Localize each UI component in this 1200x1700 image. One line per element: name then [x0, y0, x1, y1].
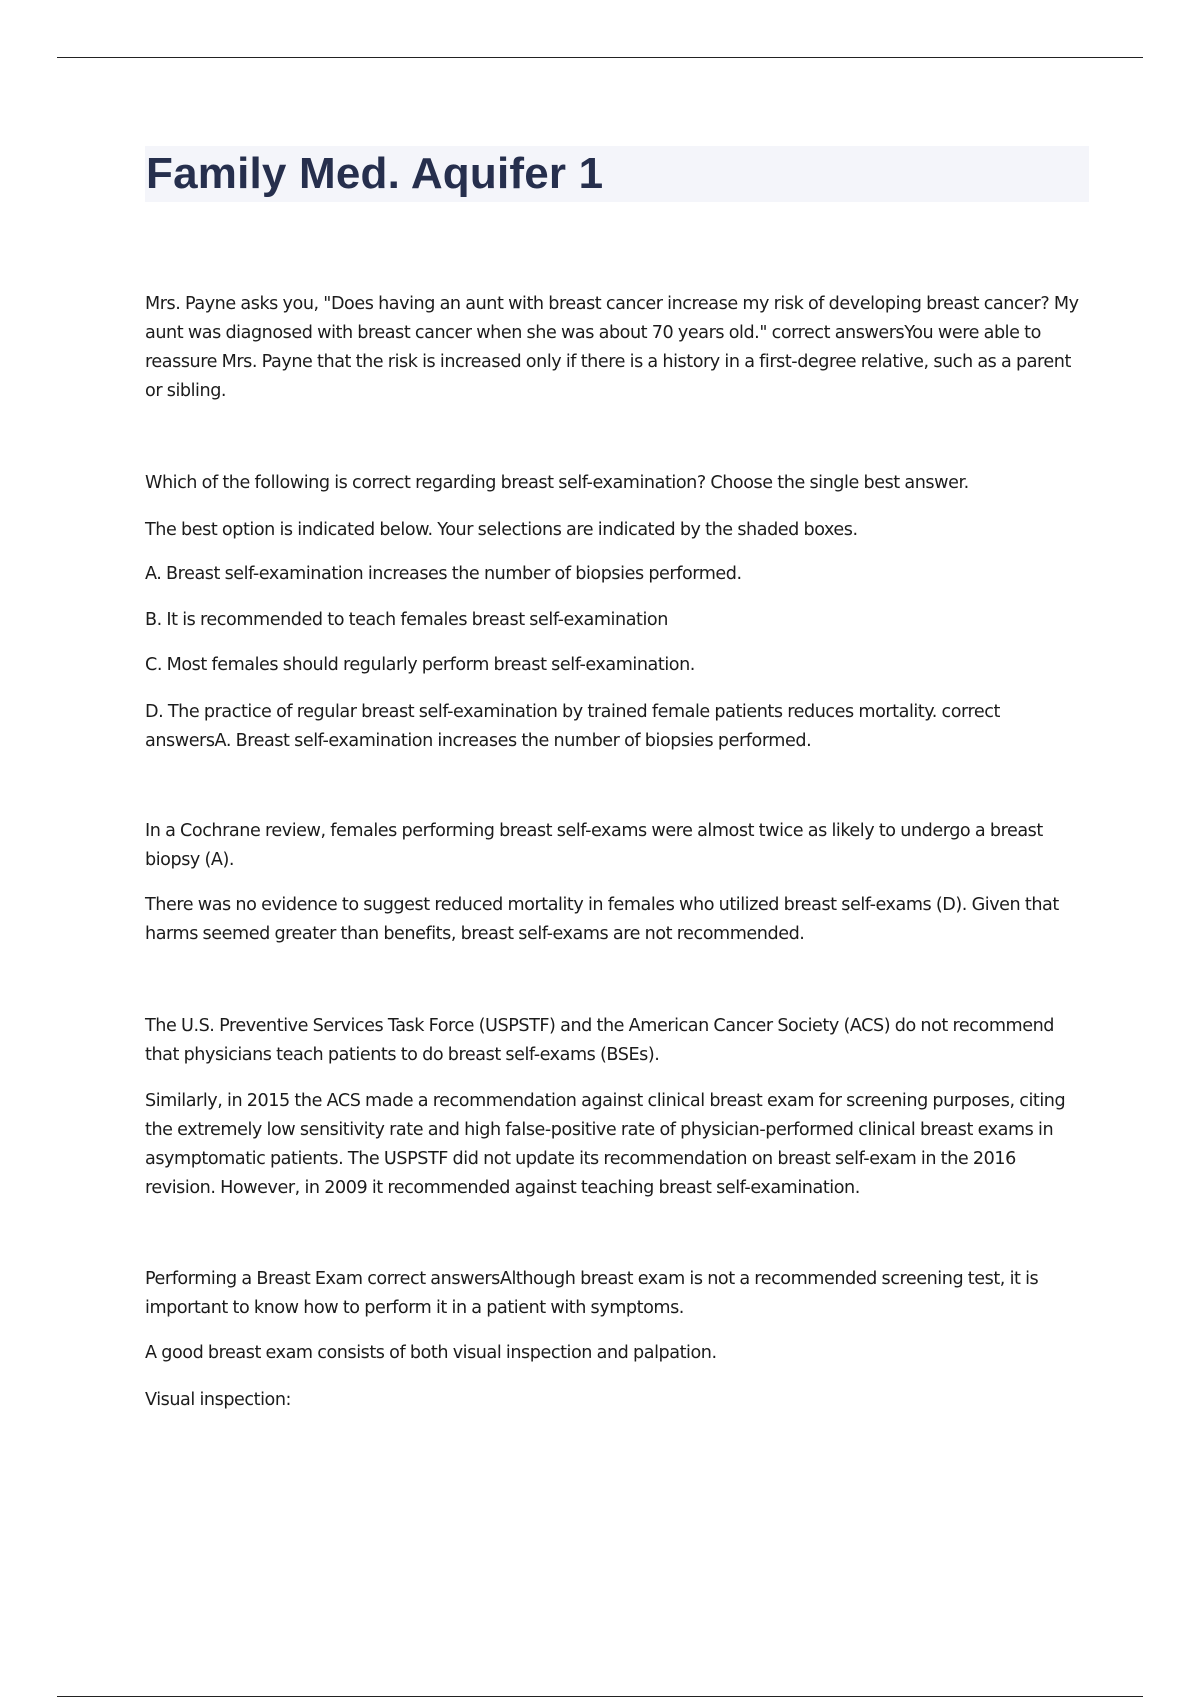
paragraph-good-exam: A good breast exam consists of both visual inspection and palpation. [145, 1343, 717, 1363]
paragraph-performing-exam: Performing a Breast Exam correct answersAlthough breast exam is not a recommended screening test, it is important to know how to perform it in a patient with symptoms. [145, 1269, 1039, 1318]
paragraph-visual-inspection: Visual inspection: [145, 1390, 292, 1410]
option-a: A. Breast self-examination increases the number of biopsies performed. [145, 564, 742, 584]
option-c: C. Most females should regularly perform breast self-examination. [145, 655, 695, 675]
paragraph-uspstf: The U.S. Preventive Services Task Force (USPSTF) and the American Cancer Society (ACS) do not recommend that physicians teach patients to do breast self-exams (BSEs). [145, 1016, 1055, 1065]
option-b: B. It is recommended to teach females breast self-examination [145, 610, 668, 630]
paragraph-aunt-risk: Mrs. Payne asks you, "Does having an aunt with breast cancer increase my risk of developing breast cancer? My aunt was diagnosed with breast cancer when she was about 70 years old." correct answersYou were able to reassure Mrs. Payne that the risk is increased only if there is a history in a first-degree relative, such as a parent or sibling. [145, 294, 1079, 401]
footer-rule [57, 1696, 1143, 1697]
paragraph-cochrane: In a Cochrane review, females performing breast self-exams were almost twice as likely to undergo a breast biopsy (A). [145, 821, 1043, 870]
paragraph-question: Which of the following is correct regarding breast self-examination? Choose the single best answer. [145, 473, 969, 493]
paragraph-mortality: There was no evidence to suggest reduced mortality in females who utilized breast self-exams (D). Given that harms seemed greater than benefits, breast self-exams are not recommended. [145, 895, 1059, 944]
document-title: Family Med. Aquifer 1 [146, 149, 604, 198]
paragraph-instructions: The best option is indicated below. Your selections are indicated by the shaded boxes. [145, 520, 858, 540]
paragraph-acs-2015: Similarly, in 2015 the ACS made a recommendation against clinical breast exam for screening purposes, citing the extremely low sensitivity rate and high false-positive rate of physician-performed clinical breast exams in asymptomatic patients. The USPSTF did not update its recommendation on breast self-exam in the 2016 revision. However, in 2009 it recommended against teaching breast self-examination. [145, 1091, 1066, 1198]
option-d: D. The practice of regular breast self-examination by trained female patients reduces mortality. correct answersA. Breast self-examination increases the number of biopsies performed. [145, 702, 1000, 751]
header-rule [57, 57, 1143, 58]
